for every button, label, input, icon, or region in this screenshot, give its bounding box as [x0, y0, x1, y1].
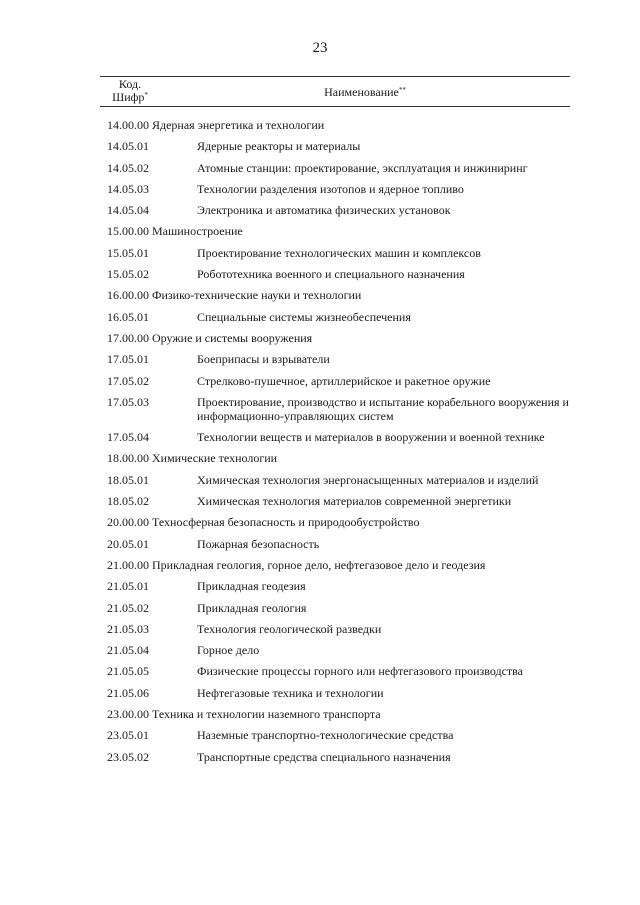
- specialty-title: Стрелково-пушечное, артиллерийское и ракетное оружие: [197, 373, 491, 388]
- specialty-code: 18.05.02: [107, 494, 149, 509]
- specialty-title: Специальные системы жизнеобеспечения: [197, 309, 411, 324]
- specialty-row: [107, 139, 577, 153]
- specialty-list: [107, 118, 577, 771]
- group-heading: 16.00.00 Физико-технические науки и технологии: [107, 288, 362, 303]
- specialty-row: [107, 161, 577, 175]
- specialty-title: Проектирование, производство и испытание корабельного вооружения и информационно-управляющих систем: [197, 394, 569, 423]
- specialty-title: Проектирование технологических машин и комплексов: [197, 245, 481, 260]
- code-column-header: [100, 78, 160, 104]
- specialty-code: 21.05.03: [107, 621, 149, 636]
- specialty-code: 20.05.01: [107, 536, 149, 551]
- specialty-row: [107, 750, 577, 764]
- specialty-row: [107, 643, 577, 657]
- specialty-title: Боеприпасы и взрыватели: [197, 352, 330, 367]
- specialty-title: Горное дело: [197, 643, 260, 658]
- specialty-row: [107, 395, 577, 423]
- code-header-line2: Шифр: [112, 90, 145, 104]
- specialty-code: 21.05.04: [107, 643, 149, 658]
- specialty-title: Наземные транспортно-технологические средства: [197, 728, 454, 743]
- specialty-code: 17.05.02: [107, 373, 149, 388]
- name-header-footnote-mark: **: [398, 86, 406, 94]
- specialty-row: [107, 601, 577, 615]
- group-heading: 17.00.00 Оружие и системы вооружения: [107, 330, 313, 345]
- specialty-title: Технологии разделения изотопов и ядерное топливо: [197, 181, 464, 196]
- specialty-title: Прикладная геология: [197, 600, 307, 615]
- specialty-title: Прикладная геодезия: [197, 579, 306, 594]
- specialty-code: 21.05.01: [107, 579, 149, 594]
- specialty-code: 23.05.02: [107, 749, 149, 764]
- specialty-code: 17.05.04: [107, 430, 149, 445]
- specialty-code: 14.05.01: [107, 139, 149, 154]
- specialty-title: Ядерные реакторы и материалы: [197, 139, 361, 154]
- group-heading: 18.00.00 Химические технологии: [107, 451, 278, 466]
- specialty-title: Транспортные средства специального назначения: [197, 749, 451, 764]
- code-header-footnote-mark: *: [144, 91, 148, 99]
- specialty-title: Химическая технология материалов современной энергетики: [197, 494, 512, 509]
- specialty-row: [107, 473, 577, 487]
- specialty-code: 15.05.02: [107, 267, 149, 282]
- specialty-row: [107, 728, 577, 742]
- specialty-row: [107, 664, 577, 678]
- specialty-code: 21.05.06: [107, 685, 149, 700]
- specialty-row: [107, 352, 577, 366]
- specialty-row: [107, 182, 577, 196]
- specialty-code: 21.05.05: [107, 664, 149, 679]
- specialty-title: Технология геологической разведки: [197, 621, 382, 636]
- specialty-code: 23.05.01: [107, 728, 149, 743]
- specialty-row: [107, 203, 577, 217]
- specialty-code: 15.05.01: [107, 245, 149, 260]
- specialty-row: [107, 267, 577, 281]
- specialty-code: 17.05.03: [107, 394, 149, 409]
- specialty-title: Химическая технология энергонасыщенных материалов и изделий: [197, 472, 539, 487]
- group-heading: 14.00.00 Ядерная энергетика и технологии: [107, 118, 325, 132]
- specialty-title: Электроника и автоматика физических установок: [197, 203, 451, 218]
- specialty-row: [107, 494, 577, 508]
- group-heading: 21.00.00 Прикладная геология, горное дело, нефтегазовое дело и геодезия: [107, 557, 486, 572]
- specialty-title: Пожарная безопасность: [197, 536, 320, 551]
- specialty-title: Робототехника военного и специального назначения: [197, 267, 465, 282]
- group-heading: 15.00.00 Машиностроение: [107, 224, 243, 239]
- specialty-title: Нефтегазовые техника и технологии: [197, 685, 384, 700]
- specialty-title: Атомные станции: проектирование, эксплуатация и инжиниринг: [197, 160, 528, 175]
- specialty-code: 21.05.02: [107, 600, 149, 615]
- group-heading: 20.00.00 Техносферная безопасность и природообустройство: [107, 515, 420, 530]
- name-header-label: Наименование: [324, 85, 399, 99]
- specialty-row: [107, 374, 577, 388]
- specialty-row: [107, 579, 577, 593]
- specialty-row: [107, 686, 577, 700]
- page-number: 23: [312, 40, 328, 56]
- specialty-row: [107, 622, 577, 636]
- specialty-title: Физические процессы горного или нефтегазового производства: [197, 664, 524, 679]
- specialty-row: [107, 246, 577, 260]
- specialty-code: 18.05.01: [107, 472, 149, 487]
- name-column-header: [160, 86, 570, 99]
- code-header-line1: Код.: [118, 77, 142, 91]
- specialty-row: [107, 430, 577, 444]
- specialty-code: 17.05.01: [107, 352, 149, 367]
- specialty-code: 14.05.03: [107, 181, 149, 196]
- table-header: [100, 76, 570, 107]
- specialty-row: [107, 537, 577, 551]
- specialty-code: 14.05.04: [107, 203, 149, 218]
- specialty-code: 14.05.02: [107, 160, 149, 175]
- group-heading: 23.00.00 Техника и технологии наземного транспорта: [107, 707, 381, 722]
- specialty-row: [107, 310, 577, 324]
- specialty-title: Технологии веществ и материалов в вооружении и военной технике: [197, 430, 545, 445]
- specialty-code: 16.05.01: [107, 309, 149, 324]
